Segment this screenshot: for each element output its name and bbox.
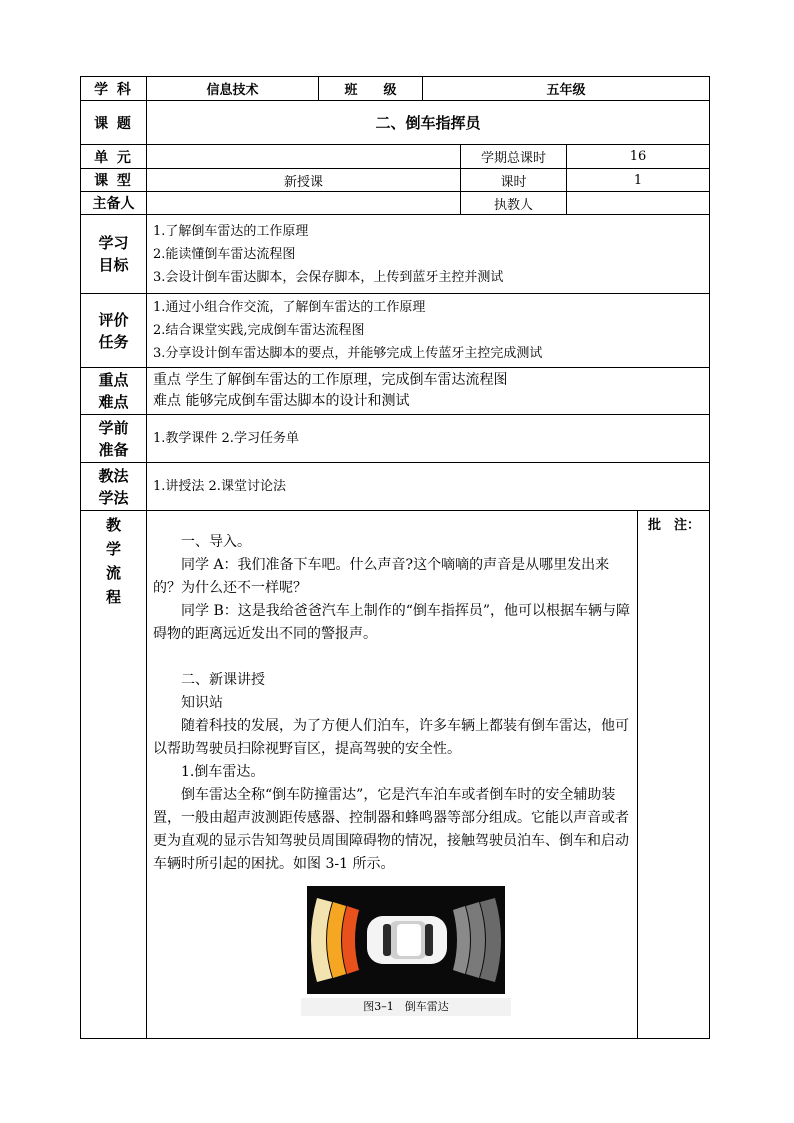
annotation-label: 批 注： bbox=[648, 518, 701, 533]
intro-heading: 一、导入。 bbox=[181, 534, 251, 550]
objectives-list bbox=[147, 215, 710, 294]
row-topic bbox=[81, 101, 710, 145]
evaluation-label-line-2: 任务 bbox=[98, 332, 129, 351]
key-points-label-line-2: 难点 bbox=[98, 393, 129, 411]
evaluation-item: 1.通过小组合作交流，了解倒车雷达的工作原理 bbox=[153, 300, 426, 315]
methods-label-line-1: 教法 bbox=[98, 466, 129, 485]
key-point-item: 重点 学生了解倒车雷达的工作原理，完成倒车雷达流程图 bbox=[153, 372, 508, 388]
total-hours-label: 学期总课时 bbox=[461, 145, 567, 169]
objective-item: 1.了解倒车雷达的工作原理 bbox=[153, 223, 309, 239]
methods-label-line-2: 学法 bbox=[98, 488, 129, 507]
objectives-label-line-2: 目标 bbox=[98, 256, 129, 274]
key-points-label bbox=[81, 368, 147, 415]
objectives-label bbox=[81, 215, 147, 294]
evaluation-item: 2.结合课堂实践,完成倒车雷达流程图 bbox=[153, 323, 365, 338]
preparation-label-line-2: 准备 bbox=[98, 440, 129, 459]
row-subject bbox=[81, 77, 710, 101]
figure-caption: 图3–1 倒车雷达 bbox=[301, 998, 511, 1016]
evaluation-list bbox=[147, 294, 710, 368]
process-label-char: 学 bbox=[105, 540, 121, 558]
subject-label: 学 科 bbox=[81, 77, 147, 101]
teacher-label: 执教人 bbox=[461, 192, 567, 215]
objective-item: 3.会设计倒车雷达脚本，会保存脚本，上传到蓝牙主控并测试 bbox=[153, 269, 504, 285]
process-content bbox=[147, 511, 638, 1039]
process-label bbox=[81, 511, 147, 1039]
knowledge-station-heading: 知识站 bbox=[181, 695, 223, 711]
annotation-column bbox=[638, 511, 710, 1039]
evaluation-item: 3.分享设计倒车雷达脚本的要点，并能够完成上传蓝牙主控完成测试 bbox=[153, 346, 543, 361]
class-label: 班 级 bbox=[319, 77, 423, 101]
preparation-text: 1.教学课件 2.学习任务单 bbox=[147, 415, 710, 463]
hours-label: 课时 bbox=[461, 169, 567, 192]
methods-text: 1.讲授法 2.课堂讨论法 bbox=[147, 463, 710, 511]
evaluation-label bbox=[81, 294, 147, 368]
teacher-value bbox=[567, 192, 710, 215]
lesson-plan-table bbox=[80, 76, 710, 1039]
paragraph-1: 随着科技的发展，为了方便人们泊车，许多车辆上都装有倒车雷达，他可以帮助驾驶员扫除视野盲区，提高驾驶的安全性。 bbox=[153, 718, 629, 757]
preparer-label: 主备人 bbox=[81, 192, 147, 215]
student-a-dialogue: 同学 A：我们准备下车吧。什么声音?这个嘀嘀的声音是从哪里发出来的？为什么还不一样呢？ bbox=[153, 557, 610, 596]
row-key-points bbox=[81, 368, 710, 415]
row-process bbox=[81, 511, 710, 1039]
evaluation-label-line-1: 评价 bbox=[98, 310, 129, 329]
process-label-char: 流 bbox=[105, 564, 121, 582]
process-label-char: 程 bbox=[105, 588, 121, 606]
unit-label: 单 元 bbox=[81, 145, 147, 169]
methods-label bbox=[81, 463, 147, 511]
topic-label: 课 题 bbox=[81, 101, 147, 145]
preparation-label bbox=[81, 415, 147, 463]
new-lesson-heading: 二、新课讲授 bbox=[181, 672, 265, 688]
unit-value bbox=[147, 145, 461, 169]
preparer-value bbox=[147, 192, 461, 215]
class-value: 五年级 bbox=[423, 77, 710, 101]
row-evaluation bbox=[81, 294, 710, 368]
total-hours-value: 16 bbox=[567, 145, 710, 169]
key-points-list bbox=[147, 368, 710, 415]
row-unit bbox=[81, 145, 710, 169]
paragraph-2: 倒车雷达全称“倒车防撞雷达”，它是汽车泊车或者倒车时的安全辅助装置，一般由超声波测距传感器、控制器和蜂鸣器等部分组成。它能以声音或者更为直观的显示告知驾驶员周围障碍物的情况，接触驾驶员泊车、倒车和启动车辆时所引起的困扰。如图 3-1 所示。 bbox=[153, 787, 629, 872]
preparation-label-line-1: 学前 bbox=[98, 418, 129, 437]
key-points-label-line-1: 重点 bbox=[98, 371, 129, 389]
parking-radar-image bbox=[307, 886, 505, 994]
radar-figure bbox=[307, 886, 505, 1016]
process-label-char: 教 bbox=[105, 516, 121, 534]
row-preparer bbox=[81, 192, 710, 215]
objectives-label-line-1: 学习 bbox=[98, 234, 129, 252]
student-b-dialogue: 同学 B：这是我给爸爸汽车上制作的“倒车指挥员”，他可以根据车辆与障碍物的距离远近发出不同的警报声。 bbox=[153, 603, 631, 642]
objective-item: 2.能读懂倒车雷达流程图 bbox=[153, 246, 296, 262]
row-methods bbox=[81, 463, 710, 511]
hours-value: 1 bbox=[567, 169, 710, 192]
key-point-item: 难点 能够完成倒车雷达脚本的设计和测试 bbox=[153, 393, 410, 409]
row-preparation bbox=[81, 415, 710, 463]
subject-value: 信息技术 bbox=[147, 77, 319, 101]
row-type bbox=[81, 169, 710, 192]
topic-value: 二、倒车指挥员 bbox=[147, 101, 710, 145]
subheading-1: 1.倒车雷达。 bbox=[181, 764, 265, 780]
type-label: 课 型 bbox=[81, 169, 147, 192]
type-value: 新授课 bbox=[147, 169, 461, 192]
row-objectives bbox=[81, 215, 710, 294]
